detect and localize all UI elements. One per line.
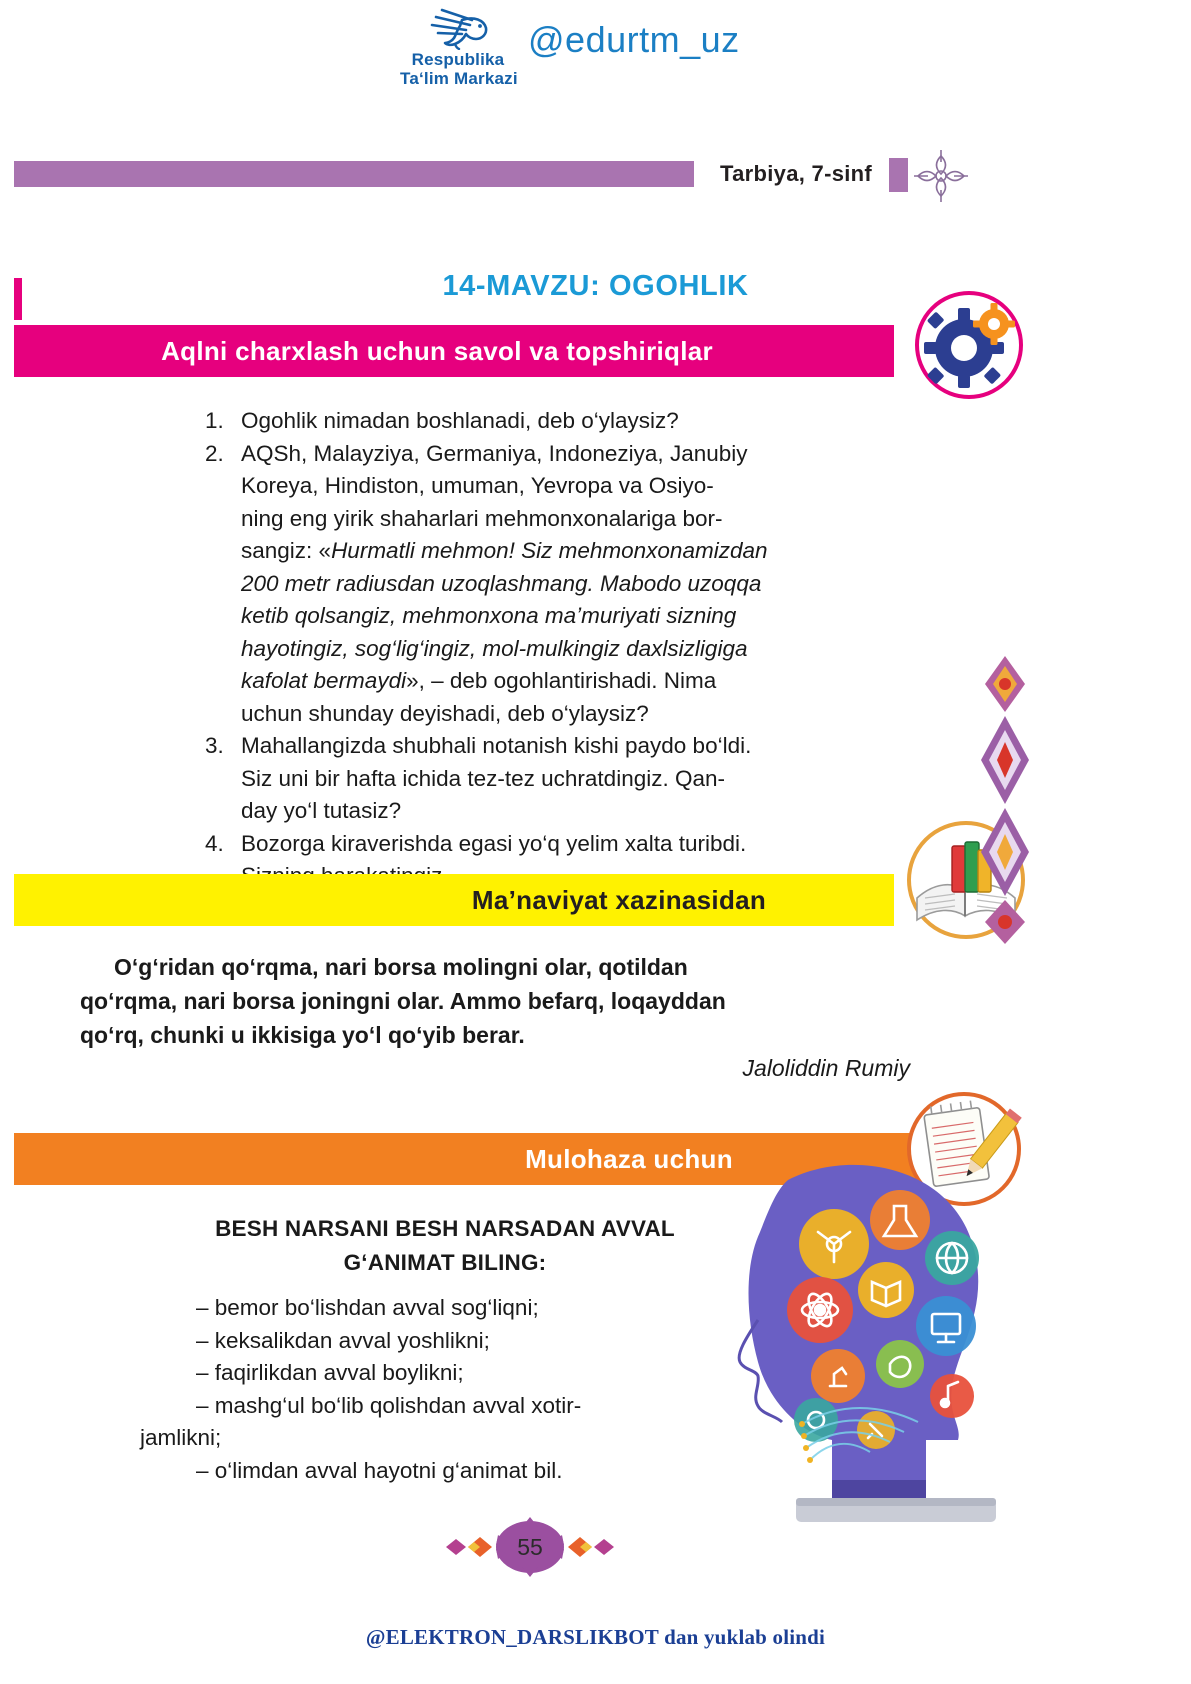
decorative-ornament-strip <box>965 650 1045 950</box>
list-item: – faqirlikdan avval boylikni; <box>196 1360 464 1385</box>
question-text-italic: kafolat bermaydi <box>241 668 407 693</box>
wisdom-banner <box>14 874 894 926</box>
reflection-title-line-1: BESH NARSANI BESH NARSADAN AVVAL <box>215 1216 675 1241</box>
page-number: 55 <box>517 1533 543 1560</box>
question-number: 4. <box>205 830 224 856</box>
question-number: 3. <box>205 733 224 758</box>
question-text: AQSh, Malayziya, Germaniya, Indoneziya, Janubiy <box>241 440 748 466</box>
question-text-italic: ketib qolsangiz, mehmonxona ma’muriyati sizning <box>241 603 737 628</box>
page-title: 14-MAVZU: OGOHLIK <box>442 270 749 302</box>
list-item: – mashg‘ul bo‘lib qolishdan avval xotir- <box>196 1392 582 1418</box>
diamond-ornament-icon <box>912 150 970 202</box>
watermark-header <box>0 0 1191 100</box>
quote-line: qo‘rqma, nari borsa joningni olar. Ammo befarq, loqayddan <box>80 988 726 1014</box>
question-text-italic: Hurmatli mehmon! Siz mehmonxonamizdan <box>331 538 768 563</box>
list-item: – keksalikdan avval yoshlikni; <box>196 1327 490 1353</box>
list-item <box>205 730 870 828</box>
question-text-plain: sangiz: « <box>241 538 332 563</box>
footer-watermark: @ELEKTRON_DARSLIKBOT dan yuklab olindi <box>365 1625 826 1649</box>
question-number: 1. <box>205 408 224 433</box>
question-text: ning eng yirik shaharlari mehmonxonalariga bor- <box>241 505 723 531</box>
question-text: uchun shunday deyishadi, deb o‘ylaysiz? <box>241 700 649 726</box>
reflection-title <box>150 1212 740 1280</box>
running-head <box>0 155 1191 195</box>
question-text: Bozorga kiraverishda egasi yo‘q yelim xalta turibdi. <box>241 830 747 856</box>
quote-line: O‘g‘ridan qo‘rqma, nari borsa molingni olar, qotildan <box>114 954 688 980</box>
list-item: – bemor bo‘lishdan avval sog‘liqni; <box>196 1295 539 1320</box>
question-text <box>241 568 870 601</box>
quote-author: Jaloliddin Rumiy <box>742 1055 910 1081</box>
question-text <box>241 665 870 698</box>
logo-line-2: Ta‘lim Markazi <box>400 69 518 88</box>
reflection-banner-label: Mulohaza uchun <box>525 1143 733 1174</box>
question-text-italic: hayotingiz, sog‘lig‘ingiz, mol-mulkingiz daxlsizligiga <box>241 635 748 661</box>
question-text: Koreya, Hindiston, umuman, Yevropa va Osiyo- <box>241 473 714 498</box>
question-text <box>241 600 870 633</box>
brain-knowledge-icon <box>700 1140 1030 1530</box>
question-text <box>241 633 870 666</box>
question-text: Mahallangizda shubhali notanish kishi paydo bo‘ldi. <box>241 733 752 758</box>
list-item: – o‘limdan avval hayotni g‘animat bil. <box>196 1457 563 1483</box>
question-number: 2. <box>205 440 224 466</box>
page-number-ornament <box>430 1515 630 1579</box>
question-text: Siz uni bir hafta ichida tez-tez uchratdingiz. Qan- <box>241 765 725 791</box>
wisdom-banner-label: Ma’naviyat xazinasidan <box>471 884 767 915</box>
list-item <box>205 438 870 731</box>
respublika-talim-markazi-logo <box>400 4 516 92</box>
questions-banner <box>14 325 894 377</box>
telegram-handle: @edurtm_uz <box>528 19 740 60</box>
list-item <box>205 405 870 438</box>
running-head-bar <box>14 161 694 187</box>
gear-icon <box>914 290 1024 400</box>
dove-icon <box>400 4 516 50</box>
reflection-list <box>140 1292 730 1487</box>
reflection-title-line-2: G‘ANIMAT BILING: <box>343 1250 547 1275</box>
question-text-plain: », – deb ogohlantirishadi. Nima <box>406 668 717 693</box>
quote-line: qo‘rq, chunki u ikkisiga yo‘l qo‘yib berar. <box>80 1022 525 1048</box>
list-item: jamlikni; <box>140 1425 222 1450</box>
question-text-italic: 200 metr radiusdan uzoqlashmang. Mabodo uzoqqa <box>241 570 762 596</box>
question-text: day yo‘l tutasiz? <box>241 798 402 823</box>
questions-banner-label: Aqlni charxlash uchun savol va topshiriqlar <box>161 335 713 366</box>
question-text <box>241 535 870 568</box>
running-head-label: Tarbiya, 7-sinf <box>720 161 873 186</box>
question-text: Ogohlik nimadan boshlanadi, deb o‘ylaysiz? <box>241 408 679 433</box>
wisdom-quote <box>80 950 970 1052</box>
questions-list <box>205 405 870 893</box>
running-head-chip <box>889 158 908 192</box>
logo-line-1: Respublika <box>411 50 505 69</box>
